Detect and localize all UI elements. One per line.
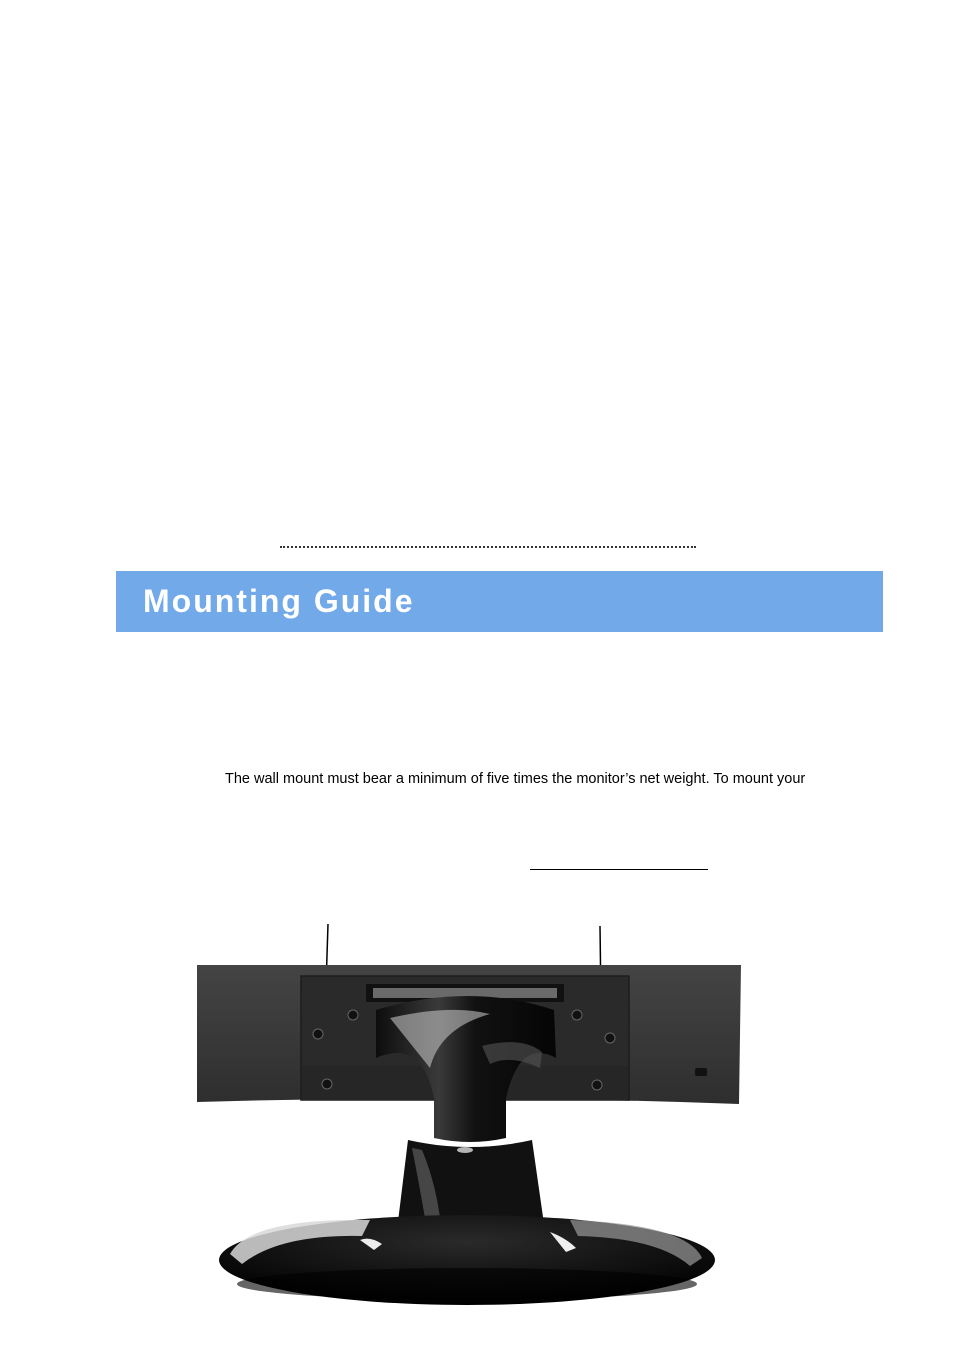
- section-banner: [116, 571, 883, 632]
- stand-neck: [376, 996, 556, 1244]
- body-paragraph: The wall mount must bear a minimum of five times the monitor’s net weight. To mount your: [225, 771, 806, 787]
- dotted-leader-rule: [280, 546, 696, 548]
- section-title: Mounting Guide: [143, 583, 415, 619]
- underline-rule: [530, 869, 708, 870]
- monitor-back-figure: [190, 918, 750, 1308]
- stand-base: [219, 1215, 715, 1305]
